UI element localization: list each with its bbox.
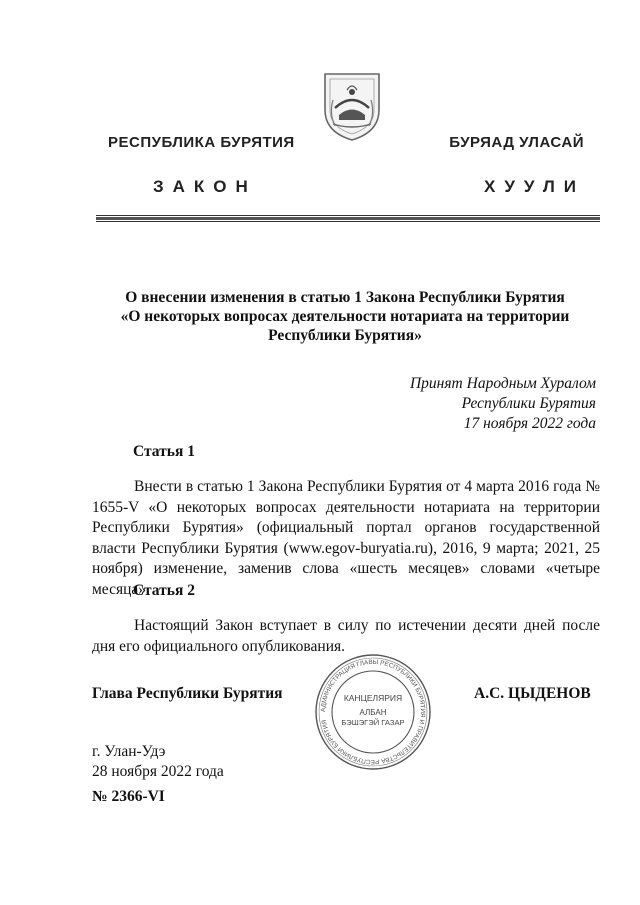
law-title-line: О внесении изменения в статью 1 Закона Республики Бурятия xyxy=(125,289,565,306)
signatory-name: А.С. ЦЫДЕНОВ xyxy=(474,685,591,702)
article-2-heading: Статья 2 xyxy=(133,582,195,599)
header-republic-buryat: БУРЯАД УЛАСАЙ xyxy=(449,134,584,151)
law-number: № 2366-VI xyxy=(92,788,165,805)
law-title-line: «О некоторых вопросах деятельности нотариата на территории xyxy=(120,308,570,325)
adoption-line: Принят Народным Хуралом xyxy=(409,375,596,392)
adoption-note xyxy=(410,374,596,434)
article-1-heading: Статья 1 xyxy=(133,443,195,460)
header-divider xyxy=(96,215,600,224)
law-title xyxy=(90,288,600,345)
stamp-ring-text: АДМИНИСТРАЦИЯ ГЛАВЫ РЕСПУБЛИКИ БУРЯТИЯ И ПРАВИТЕЛЬСТВА РЕСПУБЛИКИ БУРЯТИЯ xyxy=(319,658,427,766)
adoption-date: 17 ноября 2022 года xyxy=(463,415,596,432)
stamp-center-text: БЭШЭГЭЙ ГАЗАР xyxy=(341,718,405,727)
header-republic-russian: РЕСПУБЛИКА БУРЯТИЯ xyxy=(108,134,295,151)
coat-of-arms-emblem xyxy=(321,70,383,142)
official-stamp xyxy=(312,652,434,772)
law-title-line: Республики Бурятия» xyxy=(268,327,422,344)
place-and-date xyxy=(92,742,224,782)
article-2-body xyxy=(92,616,600,657)
header-law-russian: ЗАКОН xyxy=(153,177,257,196)
signing-date: 28 ноября 2022 года xyxy=(92,763,224,780)
stamp-center-text: АЛБАН xyxy=(359,708,387,717)
header-law-buryat: ХУУЛИ xyxy=(484,177,585,196)
signatory-position: Глава Республики Бурятия xyxy=(92,685,283,702)
signing-city: г. Улан-Удэ xyxy=(92,743,166,760)
article-1-text: Внести в статью 1 Закона Республики Бурятия от 4 марта 2016 года № 1655-V «О некоторых вопросах деятельности нотариата на территории Республики Бурятия» (официальный портал органов государственной власти Республики Бурятия (www.egov-buryatia.ru), 2016, 9 марта; 2021, 25 ноября) изменение, заменив слова «шесть месяцев» словами «четыре месяца». xyxy=(92,478,600,598)
adoption-line: Республики Бурятия xyxy=(461,395,596,412)
stamp-center-text: КАНЦЕЛЯРИЯ xyxy=(343,693,403,703)
article-2-text: Настоящий Закон вступает в силу по истечении десяти дней после дня его официального опубликования. xyxy=(92,617,600,655)
